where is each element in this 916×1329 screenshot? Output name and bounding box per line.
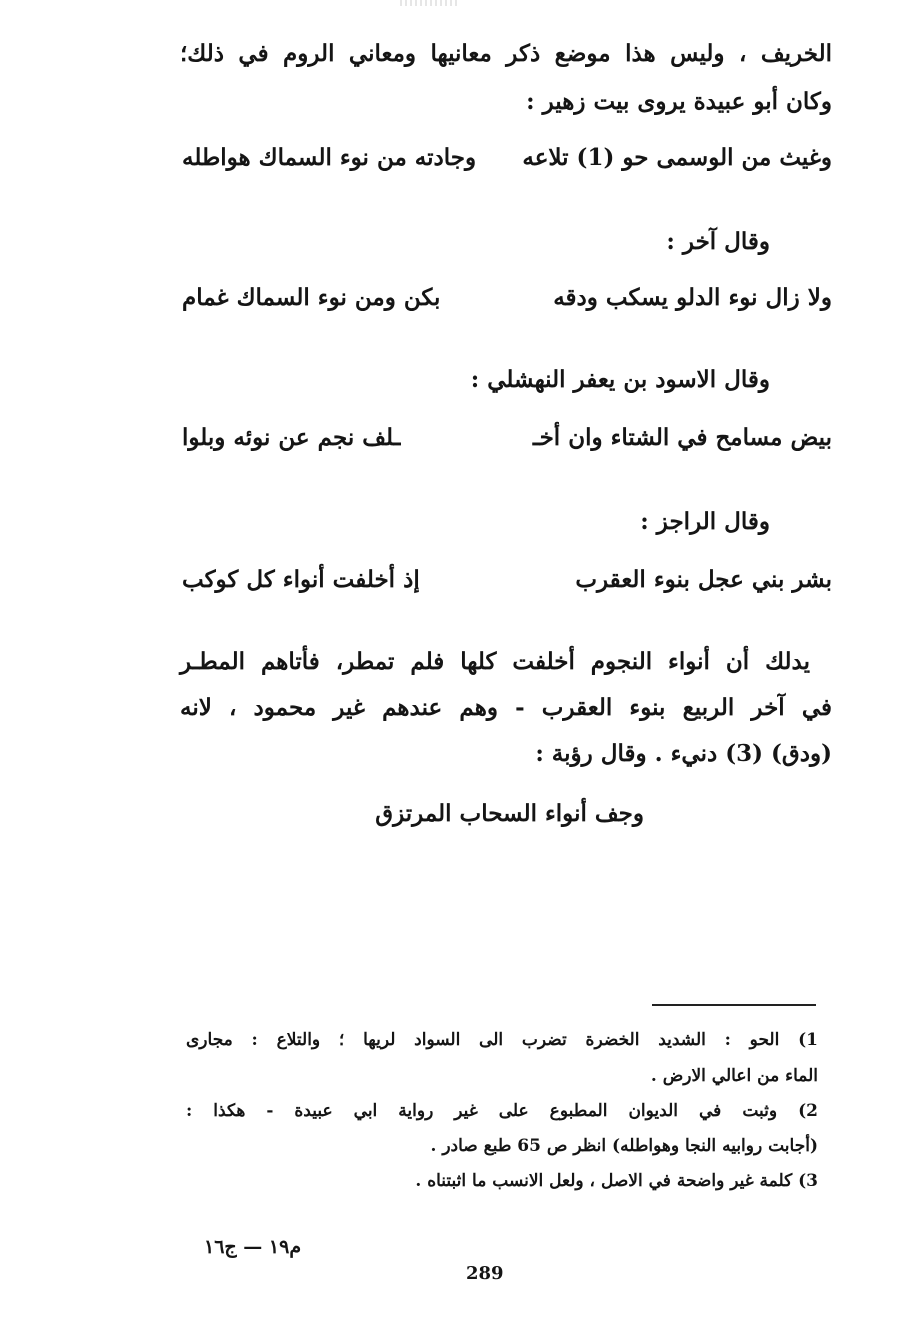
paragraph-line-1: يدلك أن أنواء النجوم أخلفت كلها فلم تمطر، فأتاهم المطـر: [180, 648, 810, 675]
verse-4: [182, 566, 832, 606]
verse-4-second-hemistich: إذ أخلفت أنواء كل كوكب: [182, 566, 420, 593]
scan-speck: [400, 0, 460, 6]
footnote-2-line-1: 2) وثبت في الديوان المطبوع على غير رواية ابي عبيدة - هكذا :: [186, 1101, 818, 1121]
rajaz-line: وجف أنواء السحاب المرتزق: [375, 800, 644, 827]
verse-1-first-hemistich: وغيث من الوسمى حو (1) تلاعه: [522, 144, 832, 171]
verse-2-first-hemistich: ولا زال نوء الدلو يسكب ودقه: [553, 284, 832, 311]
verse-4-first-hemistich: بشر بني عجل بنوء العقرب: [575, 566, 832, 593]
verse-1: [182, 144, 832, 184]
body-line-2: وكان أبو عبيدة يروى بيت زهير :: [526, 88, 832, 115]
intro-2: وقال آخر :: [666, 228, 770, 255]
verse-3-second-hemistich: ـلف نجم عن نوئه وبلوا: [182, 424, 401, 451]
paragraph-line-2: في آخر الربيع بنوء العقرب - وهم عندهم غير محمود ، لانه: [180, 694, 832, 721]
verse-2-second-hemistich: بكن ومن نوء السماك غمام: [182, 284, 441, 311]
paragraph-line-3: (ودق) (3) دنيء . وقال رؤبة :: [535, 740, 832, 767]
footnote-2-line-2: (أجابت روابيه النجا وهواطله) انظر ص 65 طبع صادر .: [430, 1136, 818, 1156]
verse-3-first-hemistich: بيض مسامح في الشتاء وان أخـ: [532, 424, 832, 451]
verse-2: [182, 284, 832, 324]
footnote-1-line-1: 1) الحو : الشديد الخضرة تضرب الى السواد لريها ؛ والتلاع : مجارى: [186, 1030, 818, 1050]
intro-4: وقال الراجز :: [640, 508, 770, 535]
footnote-3-line-1: 3) كلمة غير واضحة في الاصل ، ولعل الانسب ما اثبتناه .: [415, 1171, 818, 1191]
intro-3: وقال الاسود بن يعفر النهشلي :: [470, 366, 770, 393]
footnote-separator: [652, 1004, 816, 1006]
body-line-1: الخريف ، وليس هذا موضع ذكر معانيها ومعاني الروم في ذلك؛: [180, 40, 832, 67]
printer-signature: م١٩ — ج١٦: [204, 1236, 302, 1258]
verse-3: [182, 424, 832, 464]
page-number: 289: [466, 1263, 504, 1284]
verse-1-second-hemistich: وجادته من نوء السماك هواطله: [182, 144, 477, 171]
footnote-1-line-2: الماء من اعالي الارض .: [650, 1066, 818, 1086]
